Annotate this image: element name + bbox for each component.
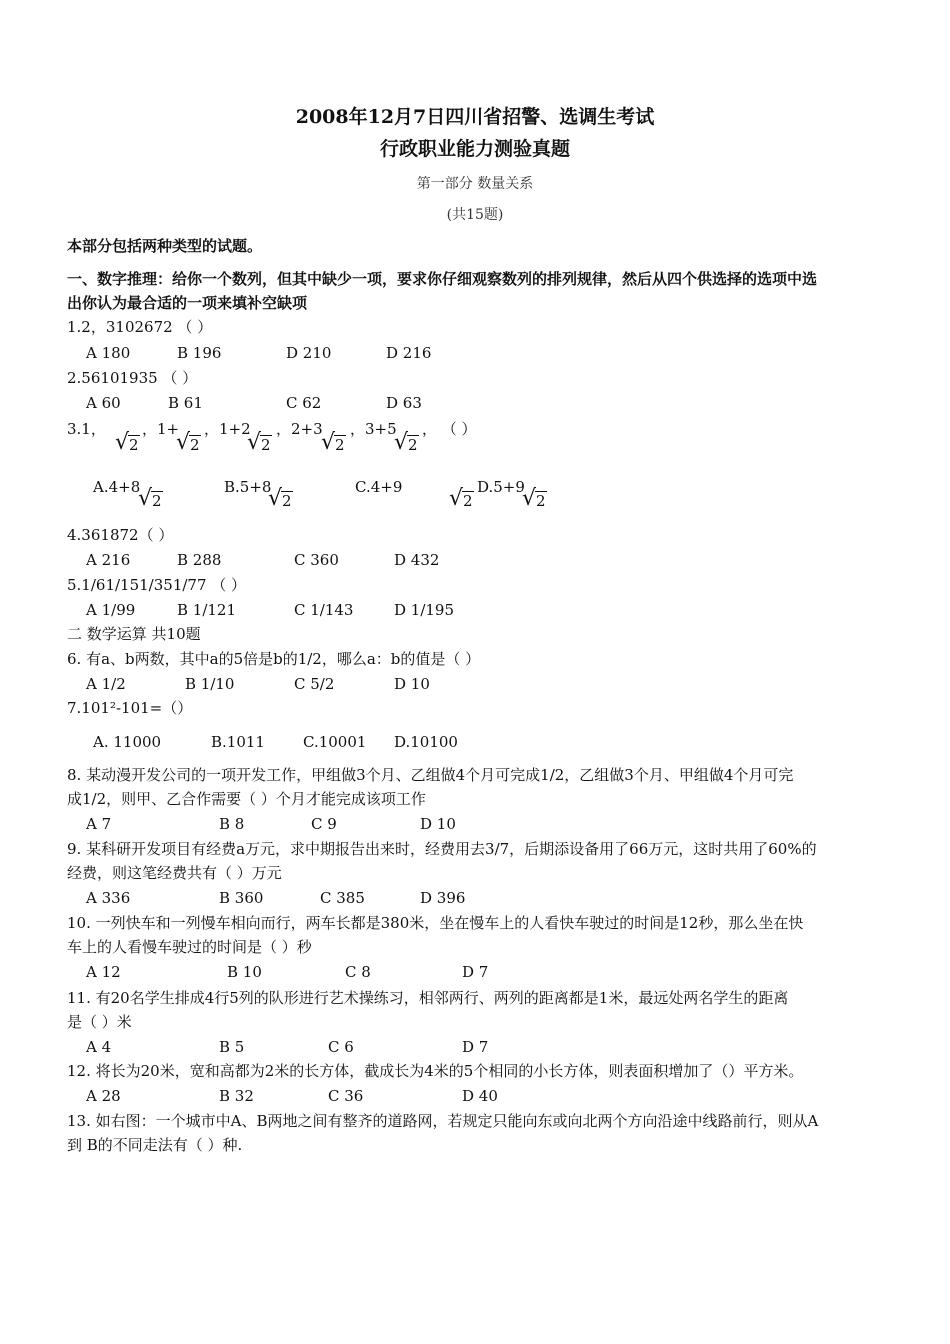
sqrt2-symbol: √ 2 xyxy=(321,430,345,455)
q8-option-a: A 7 xyxy=(86,815,112,833)
q10-option-a: A 12 xyxy=(86,963,121,981)
q9-stem-line2: 经费，则这笔经费共有（ ）万元 xyxy=(67,864,282,882)
q3-option-b: B.5+8 xyxy=(224,478,272,496)
sqrt2-symbol: √ 2 xyxy=(268,486,292,511)
q1-option-a: A 180 xyxy=(86,344,131,362)
q11-option-d: D 7 xyxy=(462,1038,489,1056)
q10-option-d: D 7 xyxy=(462,963,489,981)
q12-option-d: D 40 xyxy=(462,1087,498,1105)
q9-option-d: D 396 xyxy=(420,889,466,907)
q3-stem-part0: 3.1， xyxy=(67,420,106,438)
q8-stem-line2: 成1/2，则甲、乙合作需要（ ）个月才能完成该项工作 xyxy=(67,790,426,808)
q3-stem-part1: ，1+ xyxy=(142,420,180,438)
q8-option-c: C 9 xyxy=(311,815,337,833)
q11-option-b: B 5 xyxy=(219,1038,245,1056)
q3-stem-part2: ，1+2 xyxy=(204,420,251,438)
sqrt2-symbol: √ 2 xyxy=(522,486,546,511)
q10-option-b: B 10 xyxy=(227,963,262,981)
q4-option-b: B 288 xyxy=(177,551,222,569)
q7-option-b: B.1011 xyxy=(211,733,265,751)
q3-stem-part4: ，3+5 xyxy=(350,420,397,438)
q7-option-d: D.10100 xyxy=(394,733,458,751)
sqrt2-symbol: √ 2 xyxy=(247,430,271,455)
q1-option-b: B 196 xyxy=(177,344,222,362)
q8-stem-line1: 8. 某动漫开发公司的一项开发工作，甲组做3个月、乙组做4个月可完成1/2，乙组做3个月、甲组做4个月可完 xyxy=(67,766,794,784)
q9-option-c: C 385 xyxy=(320,889,365,907)
part-heading: 第一部分 数量关系 xyxy=(416,176,534,192)
q10-stem-line2: 车上的人看慢车驶过的时间是（ ）秒 xyxy=(67,938,312,956)
q5-stem: 5.1/61/151/351/77 （ ） xyxy=(67,576,247,594)
q5-option-a: A 1/99 xyxy=(86,601,136,619)
q6-option-b: B 1/10 xyxy=(185,675,235,693)
section1-desc-line1: 一、数字推理：给你一个数列，但其中缺少一项，要求你仔细观察数列的排列规律，然后从四个供选择的选项中选 xyxy=(67,270,818,288)
q3-stem-part3: ，2+3 xyxy=(276,420,323,438)
q3-option-a: A.4+8 xyxy=(93,478,141,496)
q12-option-c: C 36 xyxy=(328,1087,364,1105)
page-title: 2008年12月7日四川省招警、选调生考试 xyxy=(295,106,655,128)
q12-option-b: B 32 xyxy=(219,1087,254,1105)
q11-option-a: A 4 xyxy=(86,1038,112,1056)
section2-heading: 二 数学运算 共10题 xyxy=(67,625,201,643)
q5-option-b: B 1/121 xyxy=(177,601,237,619)
q7-option-c: C.10001 xyxy=(303,733,367,751)
q2-option-d: D 63 xyxy=(386,394,422,412)
sqrt2-symbol: √ 2 xyxy=(176,430,200,455)
sqrt2-symbol: √ 2 xyxy=(449,486,473,511)
section1-desc-line2: 出你认为最合适的一项来填补空缺项 xyxy=(67,294,308,312)
q6-stem: 6. 有a、b两数，其中a的5倍是b的1/2，哪么a：b的值是（ ） xyxy=(67,650,481,668)
q2-stem: 2.56101935 （ ） xyxy=(67,369,198,387)
q2-option-b: B 61 xyxy=(168,394,203,412)
q5-option-c: C 1/143 xyxy=(294,601,354,619)
q9-option-b: B 360 xyxy=(219,889,264,907)
sqrt2-symbol: √ 2 xyxy=(115,430,139,455)
q12-option-a: A 28 xyxy=(86,1087,121,1105)
q13-stem-line2: 到 B的不同走法有（ ）种. xyxy=(67,1136,243,1154)
q4-stem: 4.361872（ ） xyxy=(67,526,174,544)
q3-stem-part5: ， （ ） xyxy=(422,420,477,438)
q9-stem-line1: 9. 某科研开发项目有经费a万元，求中期报告出来时，经费用去3/7，后期添设备用了66万元，这时共用了60%的 xyxy=(67,840,817,858)
question-count: (共15题) xyxy=(446,207,504,223)
q7-stem: 7.101²-101=（） xyxy=(67,699,193,717)
q11-stem-line2: 是（ ）米 xyxy=(67,1013,132,1031)
q10-option-c: C 8 xyxy=(345,963,371,981)
q1-option-d: D 216 xyxy=(386,344,432,362)
sqrt2-symbol: √ 2 xyxy=(394,430,418,455)
q10-stem-line1: 10. 一列快车和一列慢车相向而行，两车长都是380米，坐在慢车上的人看快车驶过的时间是12秒，那么坐在快 xyxy=(67,914,804,932)
q8-option-b: B 8 xyxy=(219,815,245,833)
q3-option-c: C.4+9 xyxy=(355,478,403,496)
q5-option-d: D 1/195 xyxy=(394,601,455,619)
q4-option-a: A 216 xyxy=(86,551,131,569)
sqrt2-symbol: √ 2 xyxy=(138,486,162,511)
q1-stem: 1.2，3102672 （ ） xyxy=(67,318,213,336)
q12-stem: 12. 将长为20米，宽和高都为2米的长方体，截成长为4米的5个相同的小长方体，则表面积增加了（）平方米。 xyxy=(67,1062,804,1080)
q9-option-a: A 336 xyxy=(86,889,131,907)
q6-option-a: A 1/2 xyxy=(86,675,126,693)
q3-option-d: D.5+9 xyxy=(477,478,525,496)
q6-option-c: C 5/2 xyxy=(294,675,335,693)
page-subtitle: 行政职业能力测验真题 xyxy=(379,138,570,160)
q7-option-a: A. 11000 xyxy=(93,733,162,751)
q13-stem-line1: 13. 如右图：一个城市中A、B两地之间有整齐的道路网，若规定只能向东或向北两个方向沿途中线路前行，则从A xyxy=(67,1112,819,1130)
q1-option-c: D 210 xyxy=(286,344,332,362)
q6-option-d: D 10 xyxy=(394,675,430,693)
q2-option-c: C 62 xyxy=(286,394,322,412)
q8-option-d: D 10 xyxy=(420,815,456,833)
q11-option-c: C 6 xyxy=(328,1038,354,1056)
q11-stem-line1: 11. 有20名学生排成4行5列的队形进行艺术操练习，相邻两行、两列的距离都是1米，最远处两名学生的距离 xyxy=(67,989,789,1007)
q2-option-a: A 60 xyxy=(86,394,121,412)
intro-line: 本部分包括两种类型的试题。 xyxy=(67,237,263,255)
q4-option-c: C 360 xyxy=(294,551,339,569)
q4-option-d: D 432 xyxy=(394,551,440,569)
